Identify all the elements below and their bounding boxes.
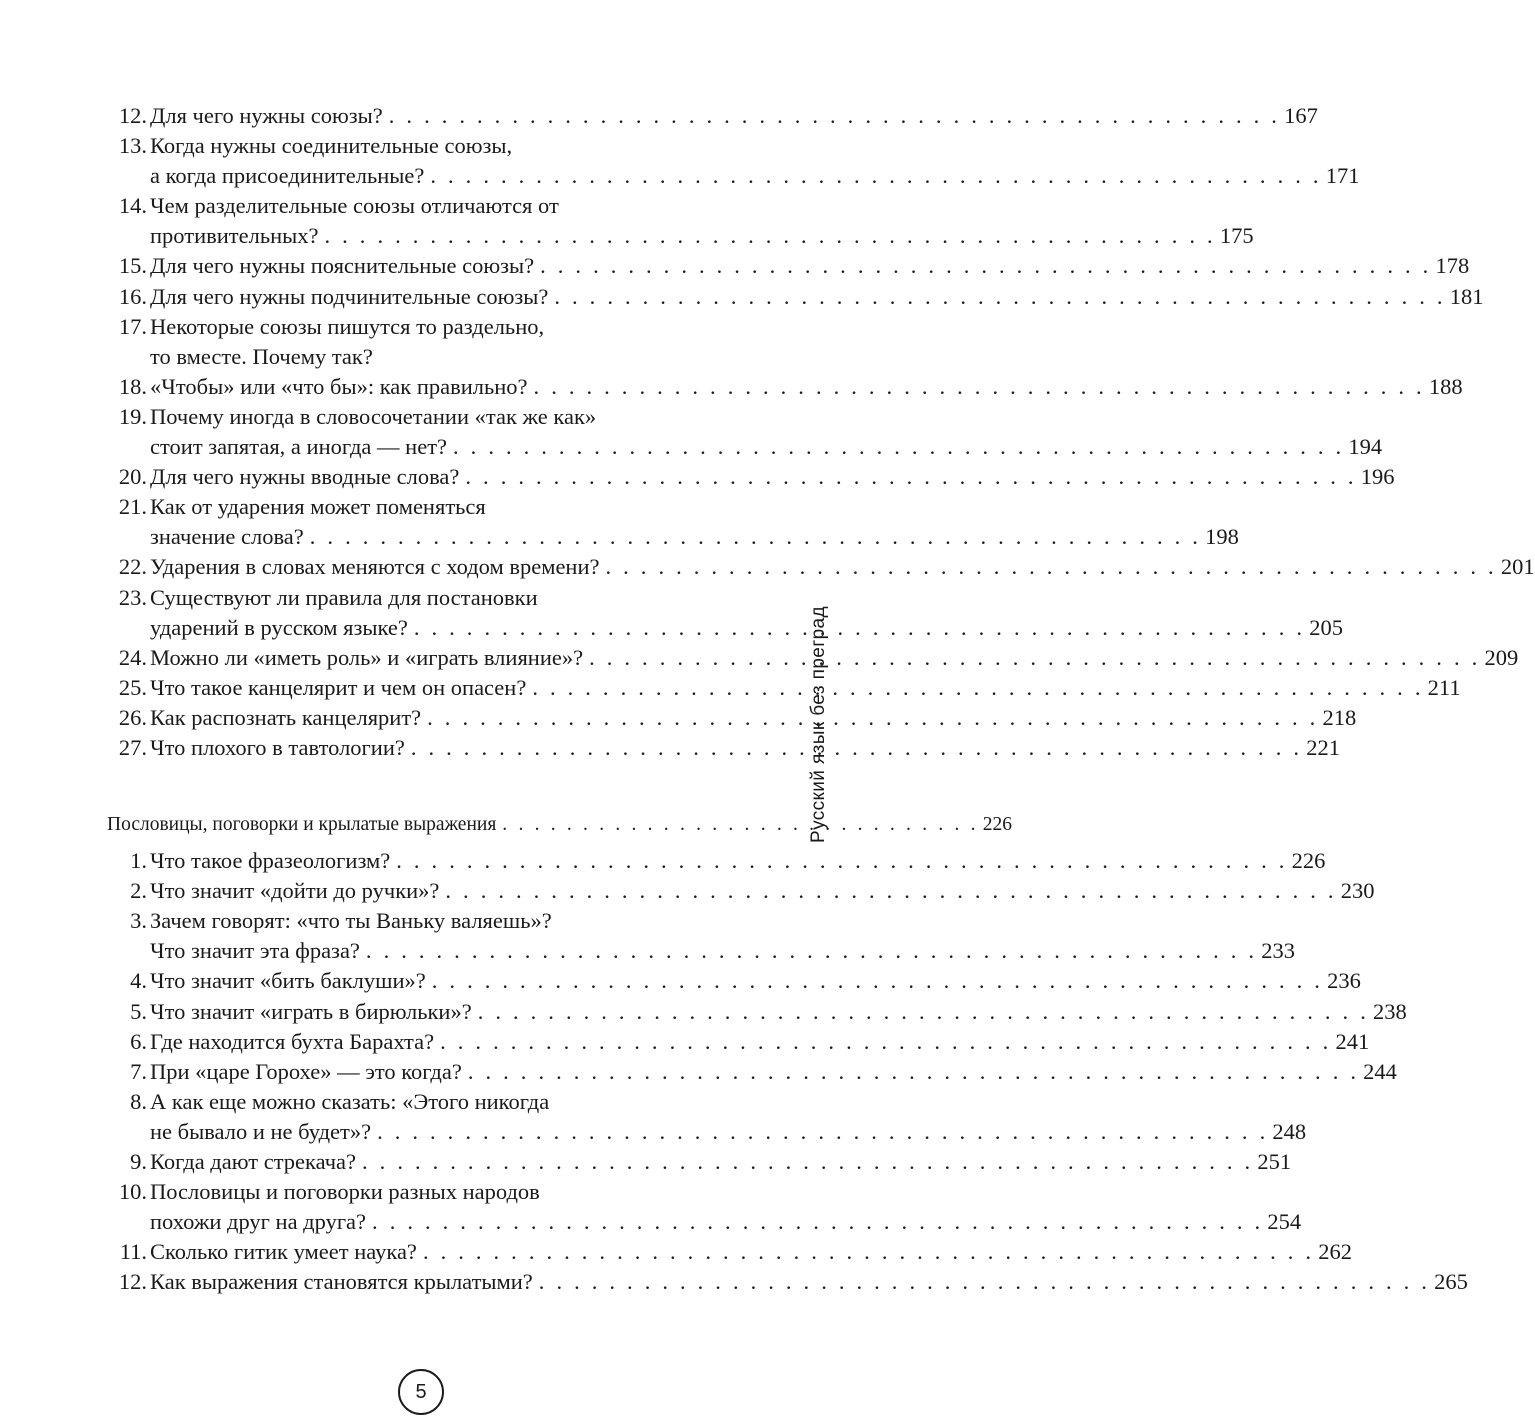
entry-title-line: При «царе Горохе» — это когда? — [150, 1058, 462, 1084]
page-number: 5 — [398, 1369, 444, 1415]
leader-dots: . . . . . . . . . . . . . . . . . . . . . . . . . . . . . . . . . . . . . . . . . . . . . . . . . . . — [445, 878, 1337, 904]
entry-number: 13. — [118, 133, 147, 159]
entry-page: 194 — [1348, 434, 1383, 460]
entry-page: 221 — [1306, 734, 1340, 760]
entry-number: 27. — [118, 734, 147, 760]
entry-title-line: Пословицы и поговорки разных народов — [150, 1179, 540, 1205]
entry-title-line: Как от ударения может поменяться — [150, 494, 486, 520]
entry-number: 22. — [118, 554, 147, 580]
section-title: Пословицы, поговорки и крылатые выражения — [107, 814, 497, 836]
leader-dots: . . . . . . . . . . . . . . . . . . . . . . . . . . . . . . . . . . . . . . . . . . . . . . . . . . . — [440, 1028, 1332, 1054]
leader-dots: . . . . . . . . . . . . . . . . . . . . . . . . . . . . . . . . . . . . . . . . . . . . . . . . . . . — [410, 734, 1303, 760]
entry-page: 244 — [1363, 1058, 1397, 1084]
leader-dots: . . . . . . . . . . . . . . . . . . . . . . . . . . . . . . . . . . . . . . . . . . . . . . . . . . . — [589, 644, 1481, 670]
entry-title-line: Для чего нужны союзы? — [150, 103, 383, 128]
leader-dots: . . . . . . . . . . . . . . . . . . . . . . . . . . . . . . . . . . . . . . . . . . . . . . . . . . . — [533, 373, 1425, 399]
toc-entry — [107, 1147, 1292, 1177]
entry-title-line: Чем разделительные союзы отличаются от — [150, 193, 559, 219]
leader-dots: . . . . . . . . . . . . . . . . . . . . . . . . . . . . . . . . . . . . . . . . . . . . . . . . . . . — [362, 1149, 1254, 1174]
entry-title-line: то вместе. Почему так? — [150, 343, 373, 369]
entry-page: 230 — [1340, 878, 1375, 904]
entry-page: 262 — [1318, 1239, 1353, 1265]
leader-dots: . . . . . . . . . . . . . . . . . . . . . . . . . . . . . . . . . . . . . . . . . . . . . . . . . . . — [422, 1239, 1315, 1265]
entry-title-line: Для чего нужны подчинительные союзы? — [150, 283, 549, 309]
toc-entry — [107, 1267, 1468, 1297]
entry-title-line: Что плохого в тавтологии? — [150, 734, 405, 760]
entry-title-line: Почему иногда в словосочетании «так же как» — [150, 403, 597, 429]
toc-entry — [107, 101, 1318, 131]
entry-title-line: Что такое фразеологизм? — [150, 848, 391, 874]
entry-page: 181 — [1449, 283, 1484, 309]
entry-page: 236 — [1327, 968, 1361, 994]
toc-entry — [107, 673, 1461, 703]
entry-page: 233 — [1261, 938, 1295, 964]
toc-entry — [107, 492, 1239, 552]
entry-number: 9. — [130, 1149, 147, 1174]
toc-entry — [107, 876, 1375, 906]
toc-entry — [107, 1087, 1307, 1147]
leader-dots: . . . . . . . . . . . . . . . . . . . . . . . . . . . . . . . . . . . . . . . . . . . . . . . . . . . — [372, 1209, 1264, 1235]
entry-number: 18. — [118, 373, 147, 399]
entry-number: 19. — [118, 403, 147, 429]
entry-page: 248 — [1272, 1118, 1307, 1144]
section-page: 226 — [982, 814, 1012, 836]
entry-title-line: Некоторые союзы пишутся то раздельно, — [150, 313, 545, 339]
entry-title-line: Можно ли «иметь роль» и «играть влияние»? — [150, 644, 584, 670]
leader-dots: . . . . . . . . . . . . . . . . . . . . . . . . . . . . . . . . . . . . . . . . . . . . . . . . . . . — [413, 614, 1306, 640]
entry-title-line: Что значит эта фраза? — [150, 938, 360, 964]
toc-entry — [107, 906, 1295, 966]
entry-title-line: Что значит «играть в бирюльки»? — [150, 998, 472, 1024]
entry-title-line: Как распознать канцелярит? — [150, 704, 422, 730]
leader-dots: . . . . . . . . . . . . . . . . . . . . . . . . . . . . . . . . . . . . . . . . . . . . . . . . . . . — [430, 163, 1322, 189]
entry-number: 3. — [130, 908, 147, 934]
entry-title-line: Ударения в словах меняются с ходом времени? — [150, 554, 600, 580]
running-title: Русский язык без преград — [808, 605, 829, 843]
toc-entry — [107, 552, 1535, 582]
toc-entry — [107, 703, 1357, 733]
entry-page: 188 — [1428, 373, 1463, 399]
entry-number: 10. — [118, 1179, 147, 1205]
entry-page: 254 — [1267, 1209, 1302, 1235]
leader-dots: . . . . . . . . . . . . . . . . . . . . . . . . . . . . . . . . . . . . . . . . . . . . . . . . . . . — [309, 524, 1202, 550]
entry-number: 5. — [130, 998, 147, 1024]
toc-entry — [107, 583, 1343, 643]
entry-page: 251 — [1257, 1149, 1292, 1174]
entry-title-line: а когда присоединительные? — [150, 163, 425, 189]
leader-dots: . . . . . . . . . . . . . . . . . . . . . . . . . . . . . . . . . . . . . . . . . . . . . . . . . . . — [396, 848, 1288, 874]
entry-page: 265 — [1434, 1269, 1468, 1295]
leader-dots: . . . . . . . . . . . . . . . . . . . . . . . . . . . . . . . . . . . . . . . . . . . . . . . . . . . — [427, 704, 1319, 730]
leader-dots: . . . . . . . . . . . . . . . . . . . . . . . . . . . . . . . . . . . . . . . . . . . . . . . . . . . — [605, 554, 1497, 580]
toc-entry — [107, 402, 1383, 462]
toc-entry — [107, 966, 1361, 996]
entry-title-line: Сколько гитик умеет наука? — [150, 1239, 417, 1265]
toc-entry — [107, 251, 1470, 281]
toc-entry — [107, 1237, 1353, 1267]
toc-entry — [107, 191, 1254, 251]
entry-title-line: ударений в русском языке? — [150, 614, 408, 640]
entry-title-line: Когда нужны соединительные союзы, — [150, 133, 513, 159]
leader-dots: . . . . . . . . . . . . . . . . . . . . . . . . . . . . . . . . . . . . . . . . . . . . . . . . . . . — [554, 283, 1446, 309]
entry-title-line: «Чтобы» или «что бы»: как правильно? — [150, 373, 528, 399]
entry-title-line: Как выражения становятся крылатыми? — [150, 1269, 533, 1295]
entry-number: 4. — [130, 968, 147, 994]
entry-title-line: значение слова? — [150, 524, 304, 550]
entry-number: 2. — [130, 878, 147, 904]
entry-number: 24. — [118, 644, 147, 670]
entry-page: 178 — [1435, 253, 1470, 279]
entry-number: 8. — [130, 1088, 147, 1114]
entry-number: 12. — [118, 1269, 147, 1295]
entry-page: 226 — [1291, 848, 1326, 874]
entry-number: 7. — [130, 1058, 147, 1084]
entry-title-line: Что значит «дойти до ручки»? — [150, 878, 440, 904]
leader-dots: . . . . . . . . . . . . . . . . . . . . . . . . . . . . . . — [502, 814, 979, 836]
toc-entry — [107, 1177, 1302, 1237]
entry-title-line: Когда дают стрекача? — [150, 1149, 357, 1174]
entry-page: 198 — [1205, 524, 1239, 550]
toc-entry — [107, 1057, 1397, 1087]
toc-entry — [107, 282, 1484, 312]
entry-page: 167 — [1284, 103, 1318, 128]
toc-entry — [107, 462, 1395, 492]
entry-title-line: Для чего нужны вводные слова? — [150, 464, 460, 490]
entry-page: 238 — [1373, 998, 1407, 1024]
entry-number: 25. — [118, 674, 147, 700]
entry-number: 1. — [130, 848, 147, 874]
leader-dots: . . . . . . . . . . . . . . . . . . . . . . . . . . . . . . . . . . . . . . . . . . . . . . . . . . . — [388, 103, 1281, 128]
toc-entry — [107, 312, 737, 372]
toc-entry — [107, 643, 1519, 673]
entry-title-line: противительных? — [150, 223, 319, 249]
leader-dots: . . . . . . . . . . . . . . . . . . . . . . . . . . . . . . . . . . . . . . . . . . . . . . . . . . . — [377, 1118, 1269, 1144]
leader-dots: . . . . . . . . . . . . . . . . . . . . . . . . . . . . . . . . . . . . . . . . . . . . . . . . . . . — [467, 1058, 1360, 1084]
leader-dots: . . . . . . . . . . . . . . . . . . . . . . . . . . . . . . . . . . . . . . . . . . . . . . . . . . . — [465, 464, 1357, 490]
entry-number: 14. — [118, 193, 147, 219]
entry-number: 15. — [118, 253, 147, 279]
entry-title-line: не бывало и не будет»? — [150, 1118, 372, 1144]
toc-entry — [107, 733, 1340, 763]
entry-page: 171 — [1325, 163, 1360, 189]
toc-entry — [107, 372, 1463, 402]
section-heading — [107, 810, 1012, 840]
entry-title-line: Что такое канцелярит и чем он опасен? — [150, 674, 527, 700]
entry-number: 12. — [118, 103, 147, 128]
entry-page: 218 — [1322, 704, 1357, 730]
entry-number: 20. — [118, 464, 147, 490]
entry-number: 21. — [118, 494, 147, 520]
entry-number: 11. — [119, 1239, 147, 1265]
leader-dots: . . . . . . . . . . . . . . . . . . . . . . . . . . . . . . . . . . . . . . . . . . . . . . . . . . . — [365, 938, 1258, 964]
entry-title-line: Что значит «бить баклуши»? — [150, 968, 426, 994]
entry-title-line: похожи друг на друга? — [150, 1209, 367, 1235]
entry-page: 209 — [1484, 644, 1519, 670]
entry-title-line: Где находится бухта Барахта? — [150, 1028, 435, 1054]
entry-title-line: А как еще можно сказать: «Этого никогда — [150, 1088, 550, 1114]
toc-part-2 — [107, 846, 1468, 1297]
entry-title-line: стоит запятая, а иногда — нет? — [150, 434, 448, 460]
entry-number: 16. — [118, 283, 147, 309]
entry-number: 26. — [118, 704, 147, 730]
entry-page: 211 — [1427, 674, 1461, 700]
leader-dots: . . . . . . . . . . . . . . . . . . . . . . . . . . . . . . . . . . . . . . . . . . . . . . . . . . . — [532, 674, 1424, 700]
leader-dots: . . . . . . . . . . . . . . . . . . . . . . . . . . . . . . . . . . . . . . . . . . . . . . . . . . . — [538, 1269, 1431, 1295]
toc-entry — [107, 131, 1360, 191]
entry-page: 205 — [1309, 614, 1343, 640]
entry-title-line: Зачем говорят: «что ты Ваньку валяешь»? — [150, 908, 552, 934]
entry-title-line: Существуют ли правила для постановки — [150, 584, 538, 610]
leader-dots: . . . . . . . . . . . . . . . . . . . . . . . . . . . . . . . . . . . . . . . . . . . . . . . . . . . — [540, 253, 1432, 279]
entry-number: 17. — [118, 313, 147, 339]
entry-page: 241 — [1335, 1028, 1370, 1054]
entry-title-line: Для чего нужны пояснительные союзы? — [150, 253, 535, 279]
leader-dots: . . . . . . . . . . . . . . . . . . . . . . . . . . . . . . . . . . . . . . . . . . . . . . . . . . . — [453, 434, 1345, 460]
entry-page: 201 — [1500, 554, 1535, 580]
entry-number: 23. — [118, 584, 147, 610]
toc-entry — [107, 997, 1407, 1027]
entry-page: 196 — [1360, 464, 1395, 490]
leader-dots: . . . . . . . . . . . . . . . . . . . . . . . . . . . . . . . . . . . . . . . . . . . . . . . . . . . — [477, 998, 1370, 1024]
entry-number: 6. — [130, 1028, 147, 1054]
entry-page: 175 — [1219, 223, 1254, 249]
leader-dots: . . . . . . . . . . . . . . . . . . . . . . . . . . . . . . . . . . . . . . . . . . . . . . . . . . . — [431, 968, 1324, 994]
leader-dots: . . . . . . . . . . . . . . . . . . . . . . . . . . . . . . . . . . . . . . . . . . . . . . . . . . . — [324, 223, 1216, 249]
toc-entry — [107, 1027, 1370, 1057]
toc-entry — [107, 846, 1326, 876]
